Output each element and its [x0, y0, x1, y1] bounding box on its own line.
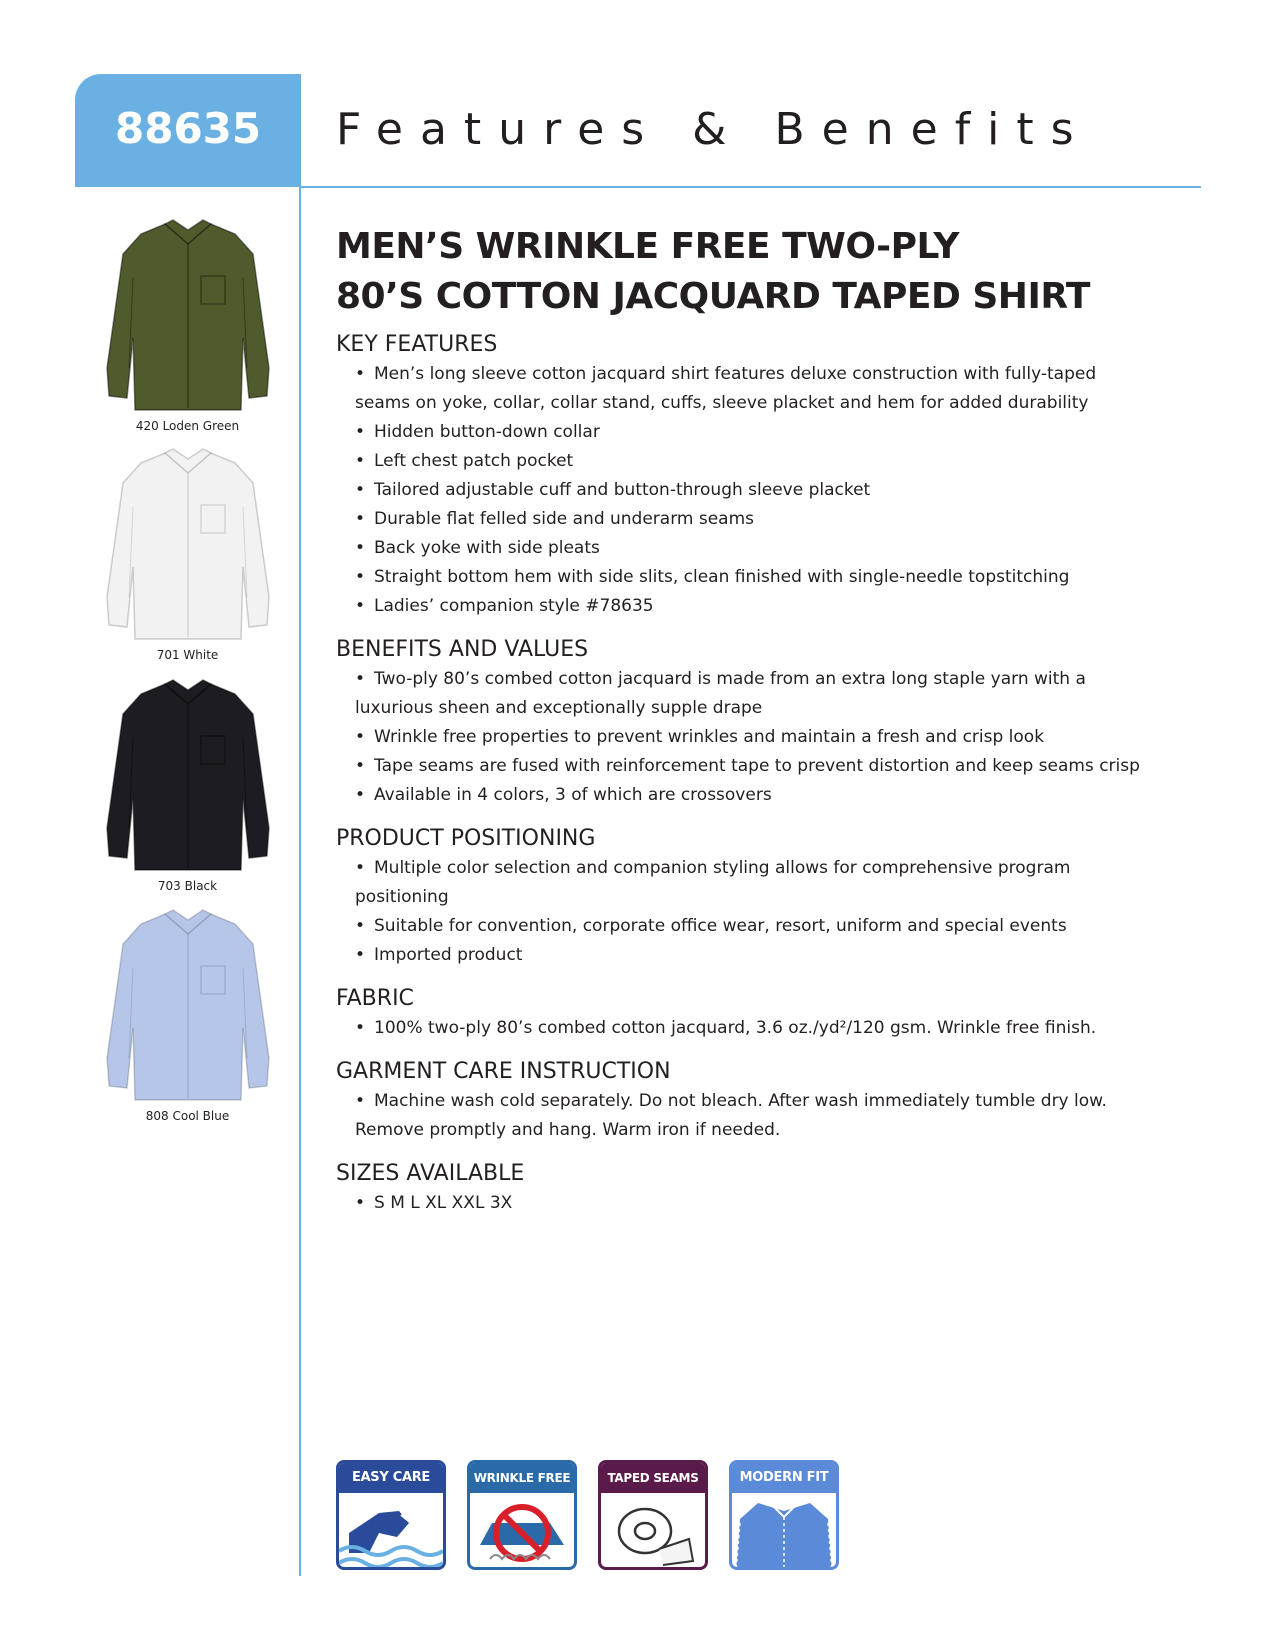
list-item — [355, 505, 1196, 534]
bullet-icon: • — [355, 916, 366, 936]
bullet-list — [336, 854, 1196, 970]
badge-label: MODERN FIT — [732, 1463, 836, 1493]
list-item — [355, 1087, 1196, 1116]
list-item-text: Straight bottom hem with side slits, clean finished with single-needle topstitching — [374, 567, 1070, 587]
list-item-text: Wrinkle free properties to prevent wrinkles and maintain a fresh and crisp look — [374, 727, 1045, 747]
style-number: 88635 — [115, 104, 262, 153]
badge-wrinkle-free — [467, 1460, 577, 1570]
modern-fit-icon — [732, 1493, 836, 1569]
swatch-3 — [95, 908, 280, 1123]
list-item — [355, 1116, 1196, 1145]
bullet-icon: • — [355, 1091, 366, 1111]
sidebar-divider — [299, 186, 301, 1576]
wrinkle-free-icon — [470, 1493, 574, 1569]
list-item — [355, 592, 1196, 621]
list-item — [355, 1189, 1196, 1218]
list-item-text: Imported product — [374, 945, 523, 965]
list-item-text: Durable flat felled side and underarm seams — [374, 509, 755, 529]
list-item — [355, 752, 1196, 781]
easy-care-icon — [339, 1493, 443, 1569]
swatch-2 — [95, 678, 280, 893]
badge-label: TAPED SEAMS — [601, 1463, 705, 1493]
section — [336, 1057, 1196, 1145]
section-heading: SIZES AVAILABLE — [336, 1161, 525, 1186]
swatch-label: 808 Cool Blue — [145, 1109, 230, 1123]
bullet-icon: • — [355, 1018, 366, 1038]
list-item — [355, 912, 1196, 941]
product-title-line-1: MEN’S WRINKLE FREE TWO-PLY — [336, 226, 959, 267]
list-item — [355, 360, 1196, 389]
page-title: Features & Benefits — [336, 104, 1091, 155]
list-item — [355, 723, 1196, 752]
list-item-text: Ladies’ companion style #78635 — [374, 596, 654, 616]
section-heading: BENEFITS AND VALUES — [336, 637, 589, 662]
list-item — [355, 447, 1196, 476]
swatch-label: 703 Black — [157, 879, 218, 893]
swatch-label: 701 White — [156, 648, 219, 662]
list-item-text: Tailored adjustable cuff and button-through sleeve placket — [374, 480, 871, 500]
taped-seams-icon — [601, 1493, 705, 1569]
bullet-icon: • — [355, 509, 366, 529]
section — [336, 330, 1196, 621]
bullet-icon: • — [355, 596, 366, 616]
bullet-icon: • — [355, 422, 366, 442]
list-item — [355, 476, 1196, 505]
list-item-text: S M L XL XXL 3X — [374, 1193, 513, 1213]
section-heading: GARMENT CARE INSTRUCTION — [336, 1059, 671, 1084]
section — [336, 635, 1196, 810]
list-item — [355, 665, 1196, 694]
swatch-label: 420 Loden Green — [135, 419, 240, 433]
list-item-text: Left chest patch pocket — [374, 451, 574, 471]
bullet-list — [336, 1014, 1196, 1043]
list-item-text: Available in 4 colors, 3 of which are crossovers — [374, 785, 772, 805]
list-item — [355, 883, 1196, 912]
bullet-list — [336, 1087, 1196, 1145]
bullet-icon: • — [355, 538, 366, 558]
list-item-text: Machine wash cold separately. Do not bleach. After wash immediately tumble dry low. — [374, 1091, 1107, 1111]
bullet-icon: • — [355, 858, 366, 878]
shirt-image-white — [103, 447, 273, 642]
badge-label: EASY CARE — [339, 1463, 443, 1493]
list-item — [355, 1014, 1196, 1043]
shirt-image-green — [103, 218, 273, 413]
bullet-icon: • — [355, 567, 366, 587]
section — [336, 1159, 1196, 1218]
bullet-icon: • — [355, 945, 366, 965]
list-item-text: 100% two-ply 80’s combed cotton jacquard, 3.6 oz./yd²/120 gsm. Wrinkle free finish. — [374, 1018, 1097, 1038]
section-heading: FABRIC — [336, 986, 414, 1011]
list-item — [355, 694, 1196, 723]
badge-easy-care — [336, 1460, 446, 1570]
bullet-list — [336, 665, 1196, 810]
list-item-text: Hidden button-down collar — [374, 422, 600, 442]
bullet-icon: • — [355, 727, 366, 747]
list-item-text: Tape seams are fused with reinforcement tape to prevent distortion and keep seams crisp — [374, 756, 1140, 776]
swatch-1 — [95, 447, 280, 662]
bullet-icon: • — [355, 451, 366, 471]
list-item-text: Remove promptly and hang. Warm iron if needed. — [355, 1120, 781, 1140]
badge-taped-seams — [598, 1460, 708, 1570]
header-divider — [301, 186, 1201, 188]
feature-sections — [336, 330, 1196, 1232]
section-heading: PRODUCT POSITIONING — [336, 826, 596, 851]
list-item — [355, 781, 1196, 810]
bullet-icon: • — [355, 669, 366, 689]
list-item-text: luxurious sheen and exceptionally supple drape — [355, 698, 763, 718]
shirt-image-black — [103, 678, 273, 873]
list-item — [355, 941, 1196, 970]
badge-label: WRINKLE FREE — [470, 1463, 574, 1493]
bullet-list — [336, 360, 1196, 621]
list-item — [355, 534, 1196, 563]
list-item-text: positioning — [355, 887, 449, 907]
bullet-icon: • — [355, 480, 366, 500]
badge-modern-fit — [729, 1460, 839, 1570]
list-item-text: Suitable for convention, corporate office wear, resort, uniform and special events — [374, 916, 1067, 936]
section — [336, 824, 1196, 970]
bullet-icon: • — [355, 785, 366, 805]
list-item — [355, 563, 1196, 592]
bullet-list — [336, 1189, 1196, 1218]
bullet-icon: • — [355, 1193, 366, 1213]
style-number-tab — [75, 74, 301, 187]
list-item-text: seams on yoke, collar, collar stand, cuffs, sleeve placket and hem for added durability — [355, 393, 1089, 413]
product-title — [336, 222, 1090, 322]
list-item-text: Multiple color selection and companion styling allows for comprehensive program — [374, 858, 1071, 878]
bullet-icon: • — [355, 364, 366, 384]
list-item — [355, 418, 1196, 447]
section-heading: KEY FEATURES — [336, 332, 498, 357]
list-item-text: Back yoke with side pleats — [374, 538, 600, 558]
bullet-icon: • — [355, 756, 366, 776]
swatch-0 — [95, 218, 280, 433]
product-title-line-2: 80’S COTTON JACQUARD TAPED SHIRT — [336, 276, 1090, 317]
list-item-text: Men’s long sleeve cotton jacquard shirt features deluxe construction with fully-taped — [374, 364, 1097, 384]
shirt-image-blue — [103, 908, 273, 1103]
list-item — [355, 389, 1196, 418]
list-item — [355, 854, 1196, 883]
list-item-text: Two-ply 80’s combed cotton jacquard is made from an extra long staple yarn with a — [374, 669, 1086, 689]
section — [336, 984, 1196, 1043]
